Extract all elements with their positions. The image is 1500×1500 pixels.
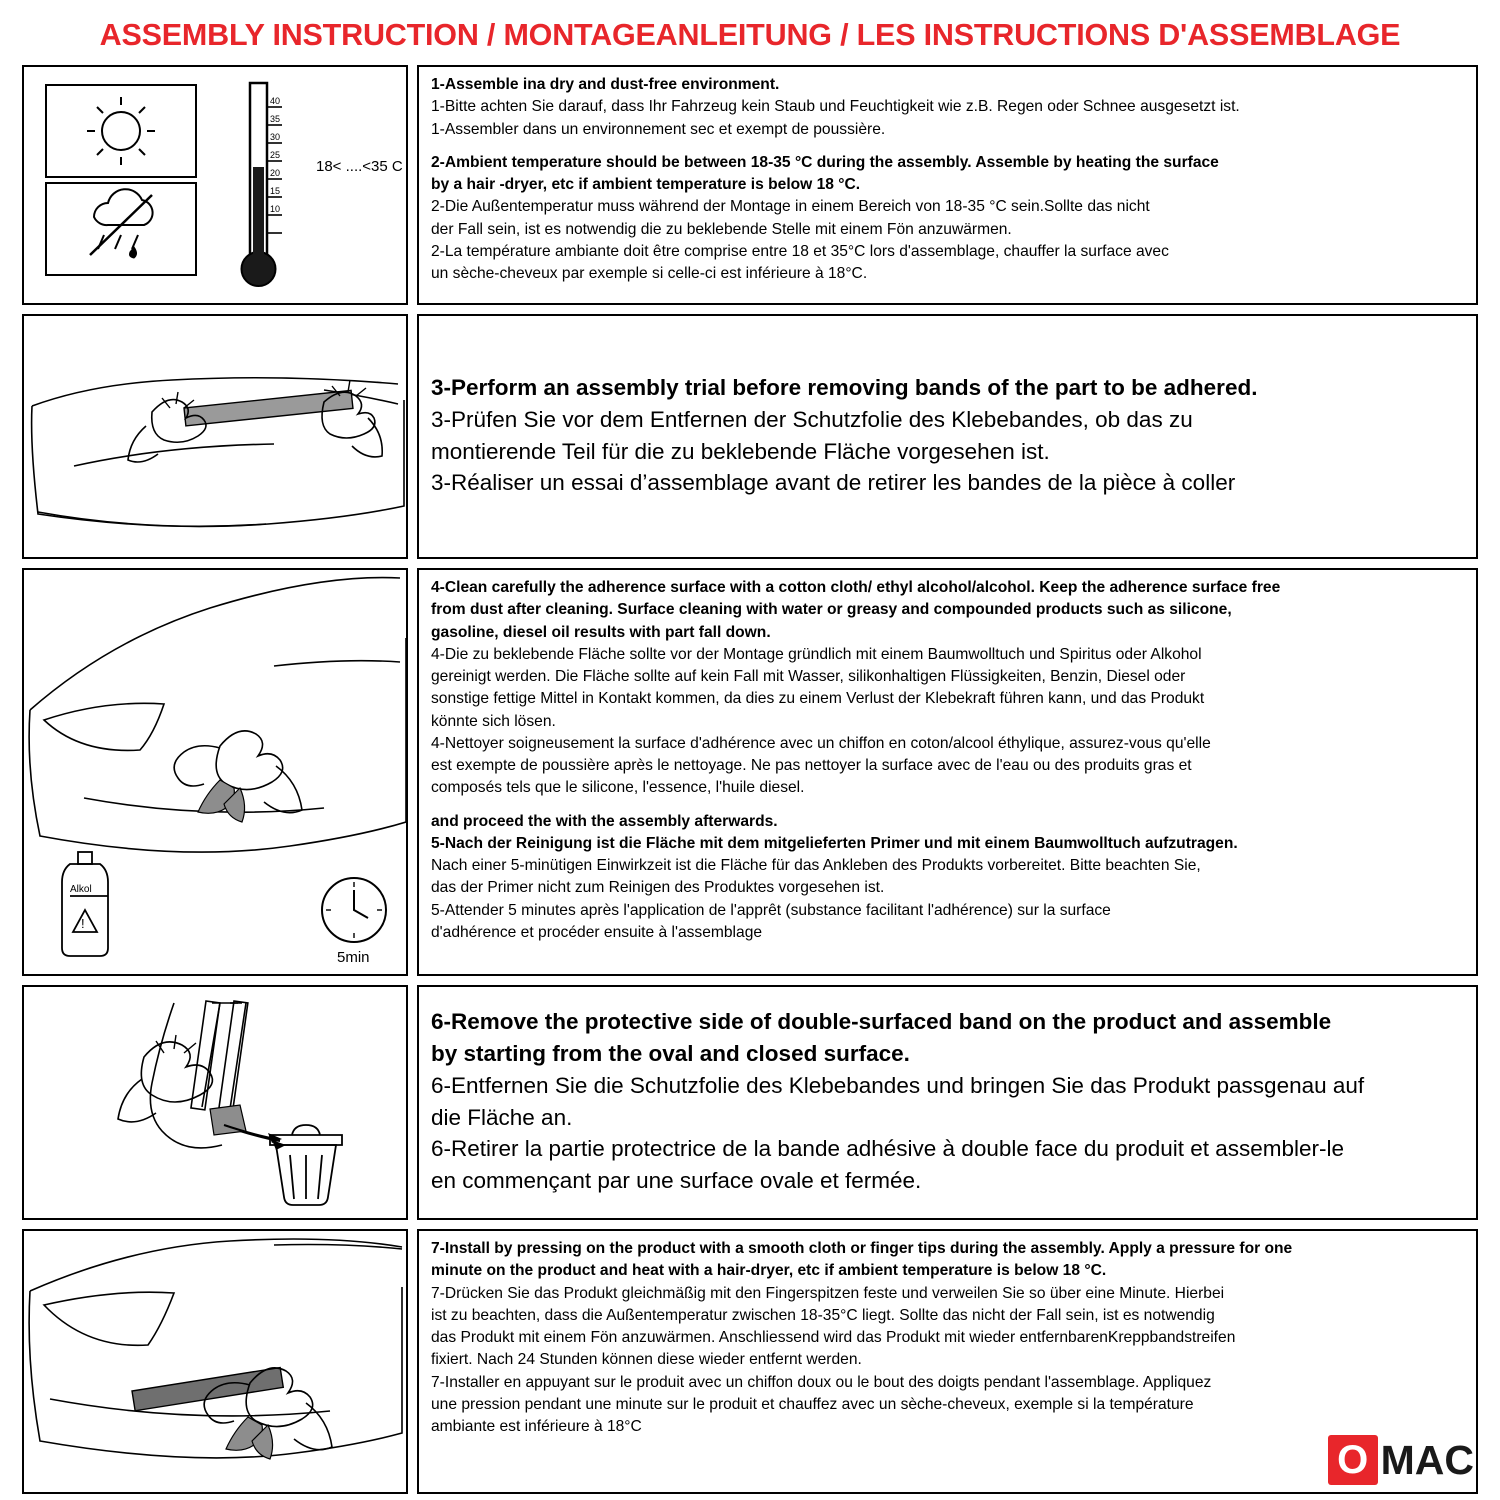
sun-rain-thermometer-illustration bbox=[24, 67, 406, 303]
bottle-label: Alkol bbox=[70, 884, 92, 895]
svg-text:10: 10 bbox=[270, 204, 281, 214]
step-line: est exempte de poussière après le nettoyage. Ne pas nettoyer la surface avec de l'eau ou des produits gras et bbox=[431, 757, 1192, 775]
instruction-row bbox=[22, 568, 1478, 976]
instruction-row bbox=[22, 1229, 1478, 1494]
step-line: une pression pendant une minute sur le produit et chauffez avec un sèche-cheveux, exemple si la température bbox=[431, 1395, 1194, 1413]
step-line: 3-Perform an assembly trial before removing bands of the part to be adhered. bbox=[431, 374, 1258, 400]
illustration-step-6 bbox=[22, 985, 408, 1220]
step-line: montierende Teil für die zu beklebende Fläche vorgesehen ist. bbox=[431, 438, 1050, 464]
step-line: 7-Installer en appuyant sur le produit avec un chiffon doux ou le bout des doigts pendant l'assemblage. Appliquez bbox=[431, 1373, 1212, 1391]
svg-text:30: 30 bbox=[270, 132, 281, 142]
step-line: könnte sich lösen. bbox=[431, 712, 556, 730]
step-line: 1-Assembler dans un environnement sec et exempt de poussière. bbox=[431, 120, 886, 138]
clock-label: 5min bbox=[337, 949, 370, 966]
step-line: gasoline, diesel oil results with part fall down. bbox=[431, 623, 771, 641]
step-line: 1-Assemble ina dry and dust-free environment. bbox=[431, 76, 780, 93]
step-line: by a hair -dryer, etc if ambient temperature is below 18 °C. bbox=[431, 176, 861, 194]
step-line: from dust after cleaning. Surface cleaning with water or greasy and compounded products such as silicone, bbox=[431, 601, 1232, 619]
step-line: gereinigt werden. Die Fläche sollte auf kein Fall mit Wasser, silikonhaltigen Flüssigkeiten, Benzin, Diesel oder bbox=[431, 668, 1186, 686]
step-line: 2-Die Außentemperatur muss während der Montage in einem Bereich von 18-35 °C sein.Sollte das nicht bbox=[431, 198, 1150, 216]
step-line: and proceed the with the assembly afterwards. bbox=[431, 812, 778, 830]
step-line: 5-Nach der Reinigung ist die Fläche mit dem mitgelieferten Primer und mit einem Baumwolltuch aufzutragen. bbox=[431, 834, 1238, 852]
clean-surface-alcohol-illustration bbox=[24, 570, 406, 974]
step-line: 4-Nettoyer soigneusement la surface d'adhérence avec un chiffon en coton/alcool éthylique, assurez-vous qu'elle bbox=[431, 734, 1211, 752]
brand-logo bbox=[1328, 1434, 1474, 1486]
text-step-6 bbox=[417, 985, 1478, 1220]
step-line: ambiante est inférieure à 18°C bbox=[431, 1418, 642, 1436]
step-line: un sèche-cheveux par exemple si celle-ci est inférieure à 18°C. bbox=[431, 265, 868, 283]
svg-text:35: 35 bbox=[270, 114, 281, 124]
step-line: 2-Ambient temperature should be between 18-35 °C during the assembly. Assemble by heating the surface bbox=[431, 153, 1219, 171]
step-line: 1-Bitte achten Sie darauf, dass Ihr Fahrzeug kein Staub und Feuchtigkeit wie z.B. Regen oder Schnee ausgesetzt ist. bbox=[431, 98, 1240, 116]
step-line: 6-Remove the protective side of double-surfaced band on the product and assemble bbox=[431, 1008, 1332, 1034]
step-line: der Fall sein, ist es notwendig die zu beklebende Stelle mit einem Fön anzuwärmen. bbox=[431, 220, 1012, 238]
step-line: 2-La température ambiante doit être comprise entre 18 et 35°C lors d'assemblage, chauffer la surface avec bbox=[431, 242, 1169, 260]
text-step-7 bbox=[417, 1229, 1478, 1494]
instruction-rows bbox=[22, 65, 1478, 1494]
step-line: Nach einer 5-minütigen Einwirkzeit ist die Fläche für das Ankleben des Produkts vorbereitet. Bitte beachten Sie, bbox=[431, 857, 1201, 875]
step-line: d'adhérence et procéder ensuite à l'assemblage bbox=[431, 923, 763, 941]
svg-text:15: 15 bbox=[270, 186, 281, 196]
illustration-step-3 bbox=[22, 314, 408, 559]
step-line: minute on the product and heat with a hair-dryer, etc if ambient temperature is below 18 °C. bbox=[431, 1262, 1107, 1280]
illustration-step-7 bbox=[22, 1229, 408, 1494]
trial-fit-hands-illustration bbox=[24, 316, 406, 557]
instruction-row bbox=[22, 65, 1478, 305]
text-step-3 bbox=[417, 314, 1478, 559]
step-line: 6-Entfernen Sie die Schutzfolie des Klebebandes und bringen Sie das Produkt passgenau auf bbox=[431, 1072, 1365, 1098]
svg-text:40: 40 bbox=[270, 96, 281, 106]
step-line: ist zu beachten, dass die Außentemperatur zwischen 18-35°C liegt. Sollte das nicht der Fall sein, ist es notwendig bbox=[431, 1306, 1215, 1324]
step-line: 3-Réaliser un essai d’assemblage avant de retirer les bandes de la pièce à coller bbox=[431, 470, 1236, 496]
step-line: die Fläche an. bbox=[431, 1104, 573, 1130]
step-line: 4-Clean carefully the adherence surface with a cotton cloth/ ethyl alcohol/alcohol. Keep the adherence surface free bbox=[431, 579, 1281, 596]
step-line: 7-Drücken Sie das Produkt gleichmäßig mit den Fingerspitzen feste und verweilen Sie so über eine Minute. Hierbei bbox=[431, 1284, 1225, 1302]
text-step-4-5 bbox=[417, 568, 1478, 976]
page-title: ASSEMBLY INSTRUCTION / MONTAGEANLEITUNG / LES INSTRUCTIONS D'ASSEMBLAGE bbox=[99, 18, 1401, 52]
step-line: 3-Prüfen Sie vor dem Entfernen der Schutzfolie des Klebebandes, ob das zu bbox=[431, 406, 1193, 432]
text-step-1-2 bbox=[417, 65, 1478, 305]
step-line: 6-Retirer la partie protectrice de la bande adhésive à double face du produit et assembler-le bbox=[431, 1136, 1345, 1162]
temperature-range-label: 18< ....<35 C bbox=[316, 158, 403, 175]
svg-text:25: 25 bbox=[270, 150, 281, 160]
step-line: by starting from the oval and closed surface. bbox=[431, 1040, 910, 1066]
step-line: composés tels que le silicone, l'essence, l'huile diesel. bbox=[431, 779, 805, 797]
svg-text:20: 20 bbox=[270, 168, 281, 178]
step-line: fixiert. Nach 24 Stunden können diese wieder entfernt werden. bbox=[431, 1351, 862, 1369]
step-line: 7-Install by pressing on the product with a smooth cloth or finger tips during the assembly. Apply a pressure for one bbox=[431, 1240, 1293, 1257]
step-line: das der Primer nicht zum Reinigen des Produktes vorgesehen ist. bbox=[431, 879, 885, 897]
illustration-step-4-5 bbox=[22, 568, 408, 976]
instruction-row bbox=[22, 314, 1478, 559]
peel-liner-trash-illustration bbox=[24, 987, 406, 1218]
step-line: sonstige fettige Mittel in Kontakt kommen, da dies zu einem Verlust der Klebekraft führen kann, und das Produkt bbox=[431, 690, 1205, 708]
brand-logo-text: MAC bbox=[1380, 1436, 1474, 1483]
brand-logo-mark: O bbox=[1328, 1435, 1378, 1485]
step-line: en commençant par une surface ovale et fermée. bbox=[431, 1168, 922, 1194]
step-line: das Produkt mit einem Fön anzuwärmen. Anschliessend wird das Produkt mit wieder entfernbarenKreppbandstreifen bbox=[431, 1329, 1236, 1347]
step-line: 4-Die zu beklebende Fläche sollte vor der Montage gründlich mit einem Baumwolltuch und Spiritus oder Alkohol bbox=[431, 645, 1202, 663]
instruction-row bbox=[22, 985, 1478, 1220]
press-product-illustration bbox=[24, 1231, 406, 1492]
step-line: 5-Attender 5 minutes après l'application de l'apprêt (substance facilitant l'adhérence) sur la surface bbox=[431, 901, 1111, 919]
illustration-step-1-2 bbox=[22, 65, 408, 305]
svg-text:!: ! bbox=[81, 916, 85, 931]
